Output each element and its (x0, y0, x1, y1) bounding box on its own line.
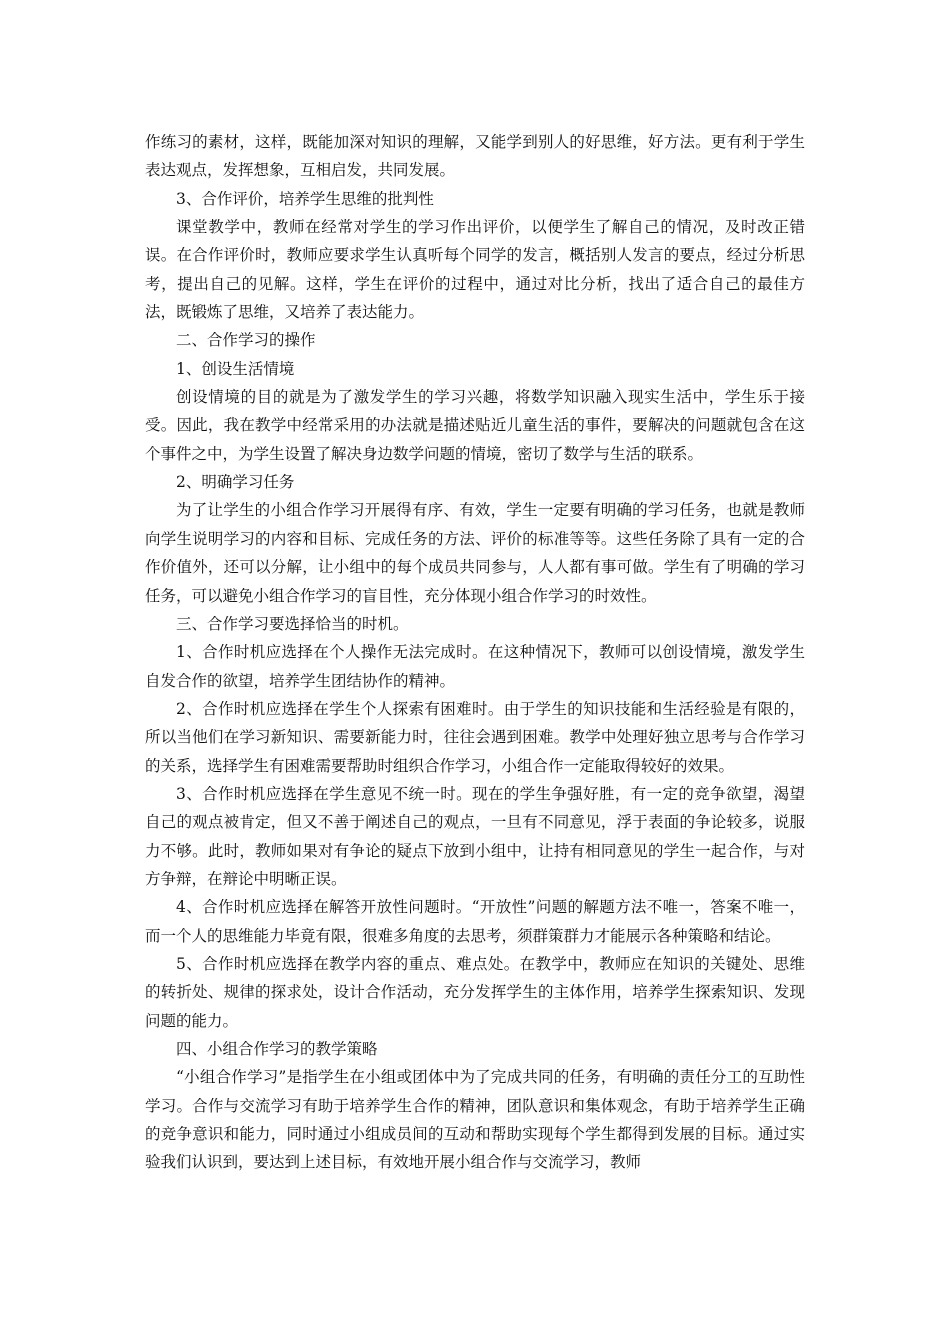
paragraph-continuation: 作练习的素材，这样，既能加深对知识的理解，又能学到别人的好思维，好方法。更有利于学生表达观点，发挥想象，互相启发，共同发展。 (145, 133, 805, 180)
heading-learning-task: 2、明确学习任务 (176, 473, 295, 492)
heading-life-scenario: 1、创设生活情境 (176, 359, 295, 378)
section-heading-operation: 二、合作学习的操作 (176, 331, 316, 350)
heading-cooperative-evaluation: 3、合作评价，培养学生思维的批判性 (176, 189, 434, 208)
paragraph-strategy: “小组合作学习”是指学生在小组或团体中为了完成共同的任务，有明确的责任分工的互助性学习。合作与交流学习有助于培养学生合作的精神，团队意识和集体观念，有助于培养学生正确的竞争意识和能力，同时通过小组成员间的互动和帮助实现每个学生都得到发展的目标。通过实验我们认识到，要达到上述目标，有效地开展小组合作与交流学习，教师 (145, 1068, 805, 1172)
paragraph-evaluation: 课堂教学中，教师在经常对学生的学习作出评价，以便学生了解自己的情况，及时改正错误。在合作评价时，教师应要求学生认真听每个同学的发言，概括别人发言的要点，经过分析思考，提出自己的见解。这样，学生在评价的过程中，通过对比分析，找出了适合自己的最佳方法，既锻炼了思维，又培养了表达能力。 (145, 218, 805, 322)
paragraph-timing-1: 1、合作时机应选择在个人操作无法完成时。在这种情况下，教师可以创设情境，激发学生自发合作的欲望，培养学生团结协作的精神。 (145, 643, 805, 690)
paragraph-timing-5: 5、合作时机应选择在教学内容的重点、难点处。在教学中，教师应在知识的关键处、思维的转折处、规律的探求处，设计合作活动，充分发挥学生的主体作用，培养学生探索知识、发现问题的能力。 (145, 954, 805, 1030)
paragraph-timing-4: 4、合作时机应选择在解答开放性问题时。“开放性”问题的解题方法不唯一，答案不唯一，而一个人的思维能力毕竟有限，很难多角度的去思考，须群策群力才能展示各种策略和结论。 (145, 898, 805, 945)
document-page (145, 128, 805, 1177)
paragraph-life-scenario: 创设情境的目的就是为了激发学生的学习兴趣，将数学知识融入现实生活中，学生乐于接受。因此，我在教学中经常采用的办法就是描述贴近儿童生活的事件，要解决的问题就包含在这个事件之中，为学生设置了解决身边数学问题的情境，密切了数学与生活的联系。 (145, 388, 805, 463)
section-heading-timing: 三、合作学习要选择恰当的时机。 (176, 614, 409, 633)
paragraph-timing-3: 3、合作时机应选择在学生意见不统一时。现在的学生争强好胜，有一定的竞争欲望，渴望自己的观点被肯定，但又不善于阐述自己的观点，一旦有不同意见，浮于表面的争论较多，说服力不够。此时，教师如果对有争论的疑点下放到小组中，让持有相同意见的学生一起合作，与对方争辩，在辩论中明晰正误。 (145, 784, 805, 888)
paragraph-timing-2: 2、合作时机应选择在学生个人探索有困难时。由于学生的知识技能和生活经验是有限的，所以当他们在学习新知识、需要新能力时，往往会遇到困难。教学中处理好独立思考与合作学习的关系，选择学生有困难需要帮助时组织合作学习，小组合作一定能取得较好的效果。 (145, 699, 805, 775)
paragraph-learning-task: 为了让学生的小组合作学习开展得有序、有效，学生一定要有明确的学习任务，也就是教师向学生说明学习的内容和目标、完成任务的方法、评价的标准等等。这些任务除了具有一定的合作价值外，还可以分解，让小组中的每个成员共同参与，人人都有事可做。学生有了明确的学习任务，可以避免小组合作学习的盲目性，充分体现小组合作学习的时效性。 (145, 501, 805, 605)
section-heading-strategy: 四、小组合作学习的教学策略 (176, 1040, 378, 1058)
